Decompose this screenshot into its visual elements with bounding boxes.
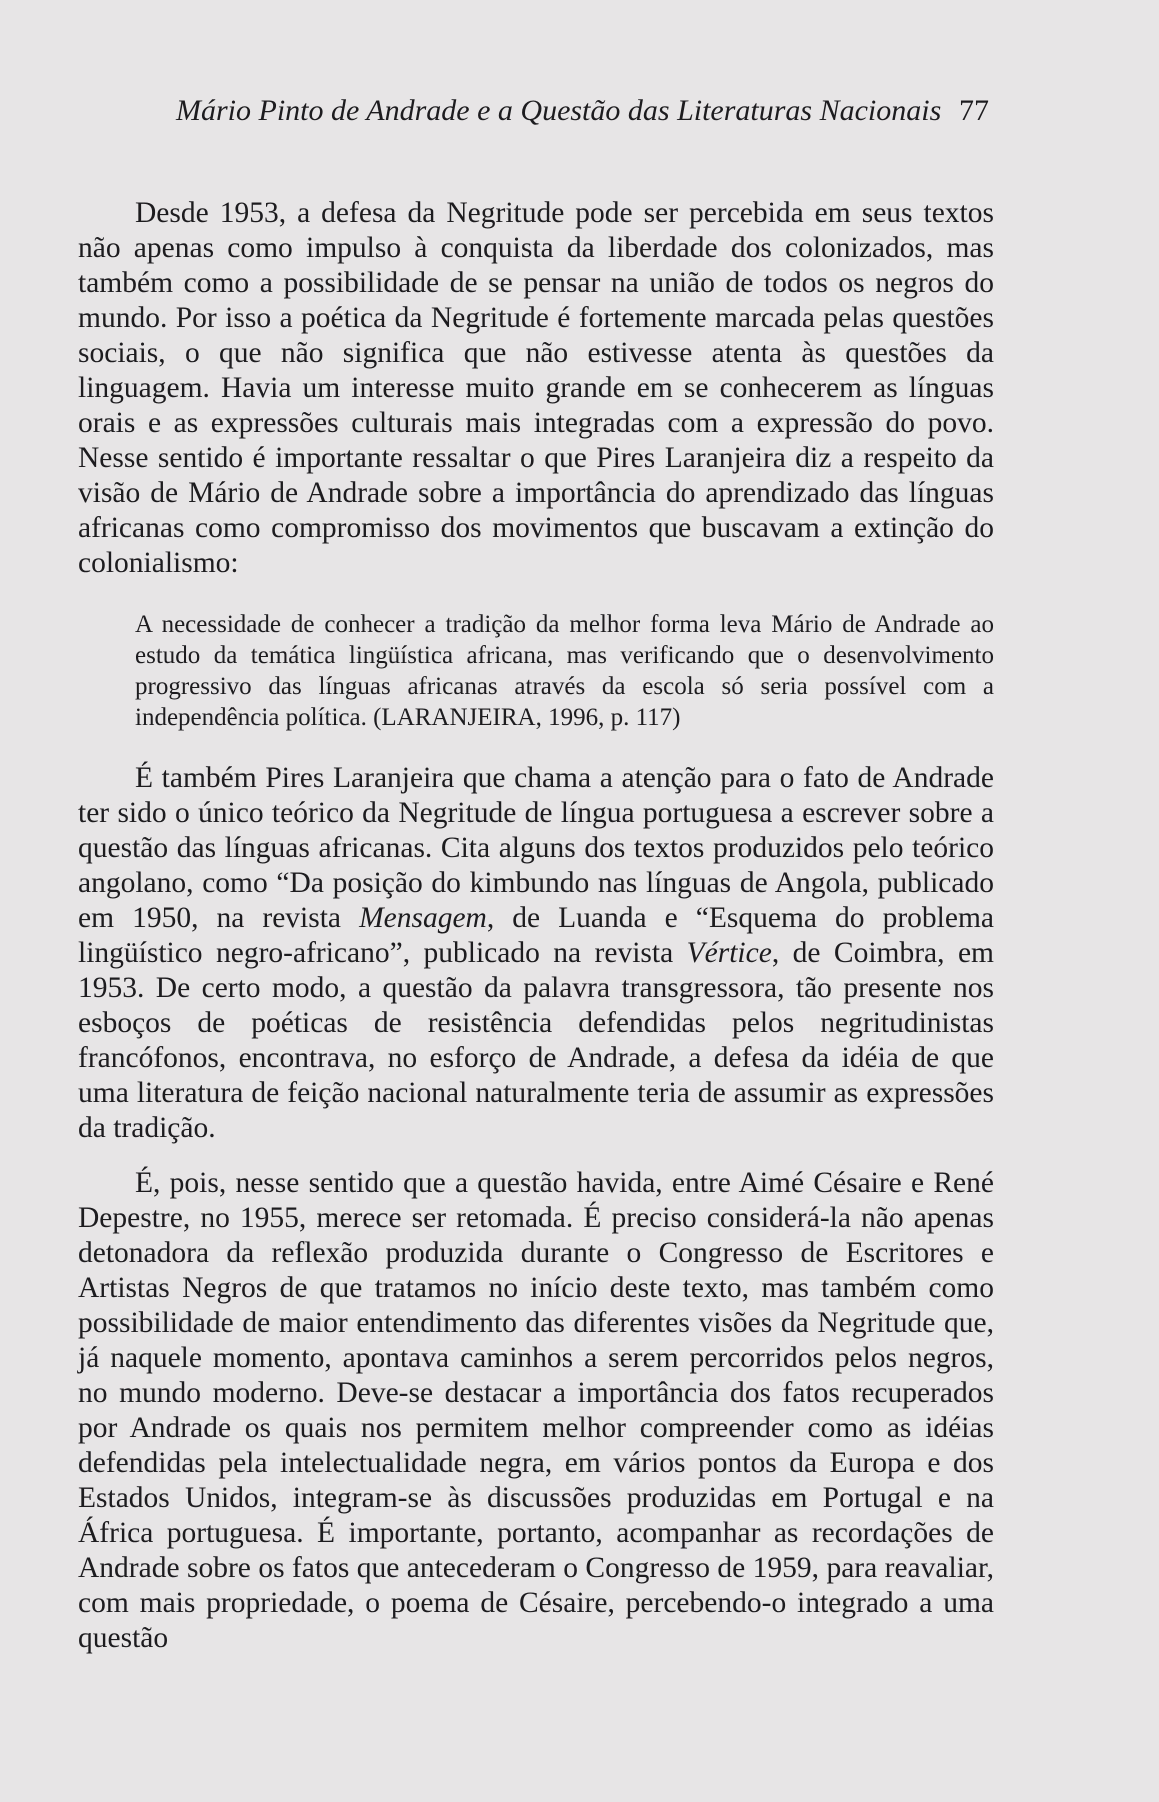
paragraph-2-text-2: , de Luanda e “Esquema do problema lingüístico negro-africano”, publicado na revista [78,902,994,969]
journal-title-vertice: Vértice [686,937,772,969]
paragraph-1: Desde 1953, a defesa da Negritude pode ser percebida em seus textos não apenas como impulso à conquista da liberdade dos colonizados, mas também como a possibilidade de se pensar na união de todos os negros do mundo. Por isso a poética da Negritude é fortemente marcada pelas questões sociais, o que não significa que não estivesse atenta às questões da linguagem. Havia um interesse muito grande em se conhecerem as línguas orais e as expressões culturais mais integradas com a expressão do povo. Nesse sentido é importante ressaltar o que Pires Laranjeira diz a respeito da visão de Mário de Andrade sobre a importância do aprendizado das línguas africanas como compromisso dos movimentos que buscavam a extinção do colonialismo: [78,197,994,579]
page-number: 77 [959,94,989,127]
paragraph-3: É, pois, nesse sentido que a questão havida, entre Aimé Césaire e René Depestre, no 1955, merece ser retomada. É preciso considerá-la não apenas detonadora da reflexão produzida durante o Congresso de Escritores e Artistas Negros de que tratamos no início deste texto, mas também como possibilidade de maior entendimento das diferentes visões da Negritude que, já naquele momento, apontava caminhos a serem percorridos pelos negros, no mundo moderno. Deve-se destacar a importância dos fatos recuperados por Andrade os quais nos permitem melhor compreender como as idéias defendidas pela intelectualidade negra, em vários pontos da Europa e dos Estados Unidos, integram-se às discussões produzidas em Portugal e na África portuguesa. É importante, portanto, acompanhar as recordações de Andrade sobre os fatos que antecederam o Congresso de 1959, para reavaliar, com mais propriedade, o poema de Césaire, percebendo-o integrado a uma questão [78,1167,994,1654]
journal-title-mensagem: Mensagem [359,902,487,934]
paragraph-2 [78,761,994,1146]
paragraph-2-text-3: , de Coimbra, em 1953. De certo modo, a questão da palavra transgressora, tão presente nos esboços de poéticas de resistência defendidas pelos negritudinistas francófonos, encontrava, no esforço de Andrade, a defesa da idéia de que uma literatura de feição nacional naturalmente teria de assumir as expressões da tradição. [78,937,994,1144]
paragraph-2-text-1: É também Pires Laranjeira que chama a atenção para o fato de Andrade ter sido o único teórico da Negritude de língua portuguesa a escrever sobre a questão das línguas africanas. Cita alguns dos textos produzidos pelo teórico angolano, como “Da posição do kimbundo nas línguas de Angola, publicado em 1950, na revista [78,762,994,934]
body-text [78,196,994,1656]
running-header: Mário Pinto de Andrade e a Questão das Literaturas Nacionais [176,94,942,127]
block-quote: A necessidade de conhecer a tradição da melhor forma leva Mário de Andrade ao estudo da temática lingüística africana, mas verificando que o desenvolvimento progressivo das línguas africanas através da escola só seria possível com a independência política. (LARANJEIRA, 1996, p. 117) [135,611,994,731]
